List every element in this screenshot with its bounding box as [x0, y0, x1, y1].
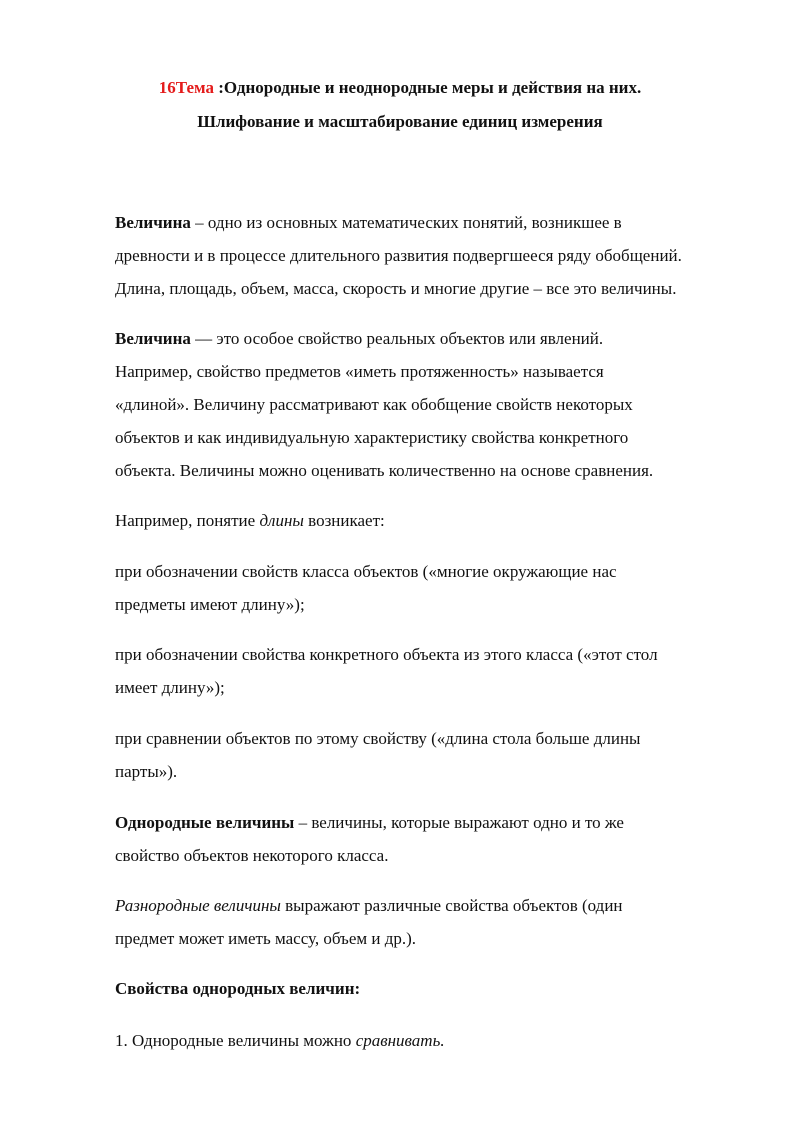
paragraph-definition-1: Величина – одно из основных математических понятий, возникшее в древности и в процессе длительного развития подвергшееся ряду обобщений. Длина, площадь, объем, масса, скорость и многие другие – все это величины. — [115, 213, 682, 298]
title-text: :Однородные и неоднородные меры и действия на них. — [213, 78, 642, 97]
italic-length: длины — [259, 511, 304, 530]
list-item-1: 1. Однородные величины можно сравнивать. — [115, 1031, 445, 1050]
term-magnitude: Величина — [115, 213, 191, 232]
paragraph-example-3: при сравнении объектов по этому свойству («длина стола больше длины парты»). — [115, 729, 641, 781]
italic-compare: сравнивать. — [355, 1031, 445, 1050]
paragraph-example-2: при обозначении свойства конкретного объекта из этого класса («этот стол имеет длину»); — [115, 645, 658, 697]
paragraph-homogeneous: Однородные величины – величины, которые выражают одно и то же свойство объектов некоторого класса. — [115, 813, 624, 865]
document-title-line-2: Шлифование и масштабирование единиц измерения — [197, 112, 603, 131]
section-heading-properties: Свойства однородных величин: — [115, 979, 361, 998]
term-homogeneous: Однородные величины — [115, 813, 295, 832]
term-heterogeneous: Разнородные величины — [115, 896, 281, 915]
paragraph-definition-2: Величина — это особое свойство реальных объектов или явлений. Например, свойство предметов «иметь протяженность» называется «длиной». Величину рассматривают как обобщение свойств некоторых объектов и как индивидуальную характеристику свойства конкретного объекта. Величины можно оценивать количественно на основе сравнения. — [115, 329, 654, 480]
document-title-line-1 — [0, 78, 800, 98]
paragraph-heterogeneous: Разнородные величины выражают различные свойства объектов (один предмет может иметь массу, объем и др.). — [115, 896, 623, 948]
paragraph-example-1: при обозначении свойств класса объектов («многие окружающие нас предметы имеют длину»); — [115, 562, 617, 614]
topic-number: 16Тема — [158, 78, 214, 97]
term-magnitude: Величина — [115, 329, 191, 348]
paragraph-example-intro: Например, понятие длины возникает: — [115, 511, 385, 530]
